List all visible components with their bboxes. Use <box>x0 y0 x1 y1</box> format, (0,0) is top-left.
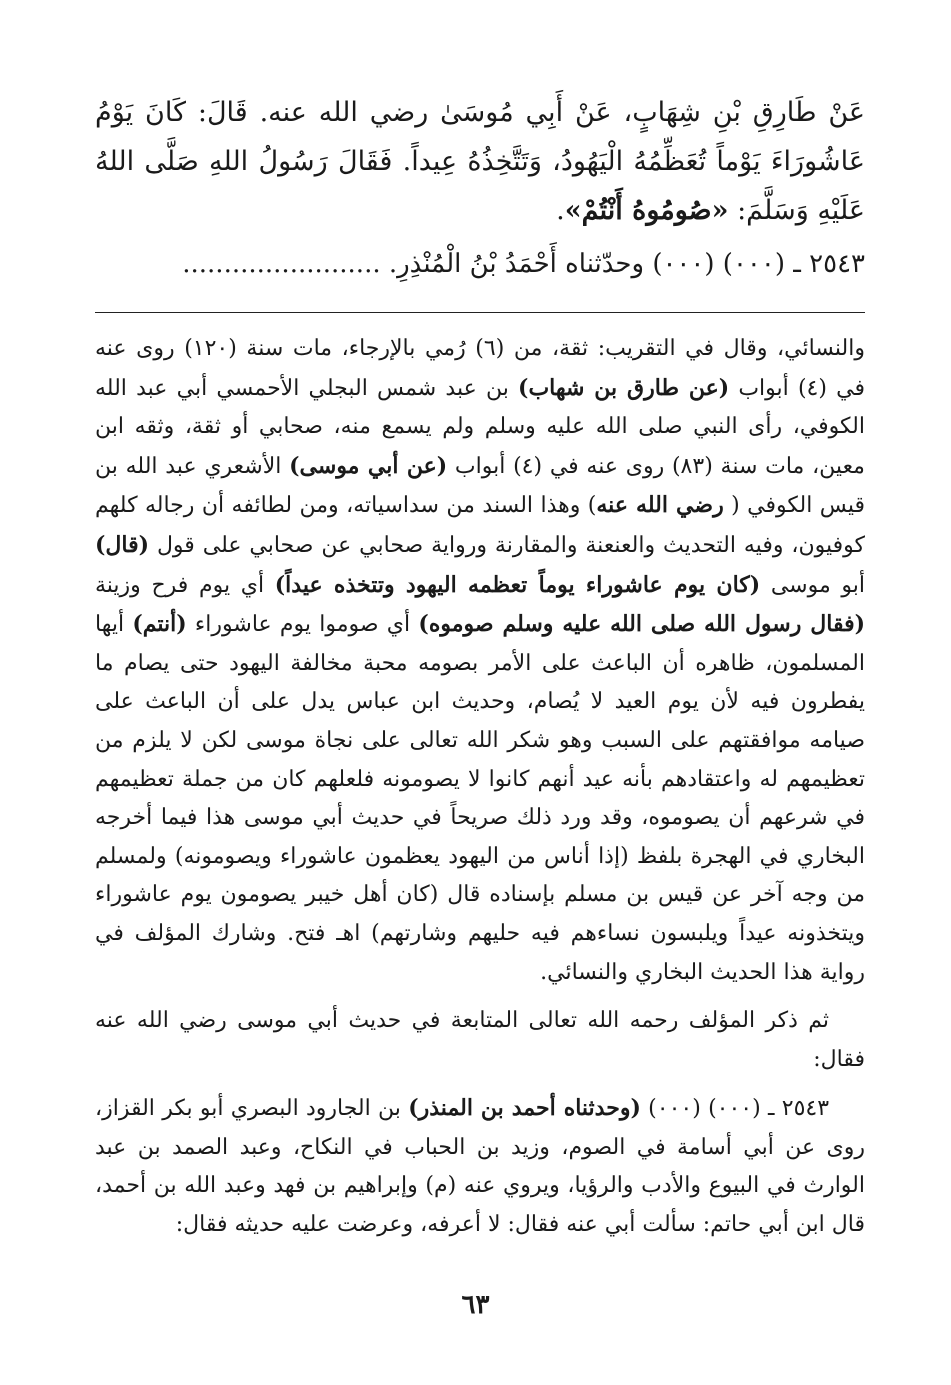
hadith-body: عَنْ طَارِقِ بْنِ شِهَابٍ، عَنْ أَبِي مُوسَىٰ رضي الله عنه. قَالَ: كَانَ يَوْمُ عَاشُورَاءَ يَوْماً تُعَظِّمُهُ الْيَهُودُ، وَتَتَّخِذُهُ عِيداً. فَقَالَ رَسُولُ اللهِ صَلَّى اللهُ عَلَيْهِ وَسَلَّمَ: <box>95 97 865 226</box>
commentary-text: أبو موسى <box>760 572 866 598</box>
commentary-text: الأشعري عبد الله بن قيس الكوفي ( <box>95 453 865 519</box>
hadith-number-header: ٢٥٤٣ ـ (٠٠٠) (٠٠٠) وحدّثناه أَحْمَدُ بْنُ الْمُنْذِرِ. ........................ <box>182 249 865 279</box>
hadith-end: . <box>556 195 565 226</box>
commentary-bold: (قال) <box>95 531 150 558</box>
commentary-text: والنسائي، وقال في التقريب: ثقة، من (٦) رُمي بالإرجاء، مات سنة (١٢٠) روى عنه في (٤) أبواب <box>95 336 866 401</box>
commentary-text: ) وهذا السند من سداسياته، ومن لطائفه أن رجاله كلهم كوفيون، وفيه التحديث والعنعنة والمقارنة ورواية صحابي عن صحابي على قول <box>95 493 865 558</box>
commentary-paragraph <box>95 1089 865 1244</box>
page-number: ٦٣ <box>461 1290 490 1320</box>
commentary-bold: (وحدثناه أحمد بن المنذر) <box>408 1095 641 1122</box>
commentary-bold: (أنتم) <box>132 611 187 638</box>
commentary-section <box>95 330 865 1245</box>
footnote-divider <box>95 312 865 313</box>
commentary-text: أي يوم فرح وزينة <box>95 572 275 598</box>
commentary-text: أي صوموا يوم عاشوراء <box>186 612 419 638</box>
commentary-bold: (فقال رسول الله صلى الله عليه وسلم صوموه) <box>418 611 866 638</box>
commentary-bold: رضي الله عنه <box>596 492 724 519</box>
commentary-text: بن الجارود البصري أبو بكر القزاز، روى عن أبي أسامة في الصوم، وزيد بن الحباب في النكاح، وعبد الصمد بن عبد الوارث في البيوع والأدب والرؤيا، ويروي عنه (م) وإبراهيم بن فهد وعبد الله بن أحمد، قال ابن أبي حاتم: سألت أبي عنه فقال: لا أعرفه، وعرضت عليه حديثه فقال: <box>95 1096 865 1238</box>
commentary-text: ٢٥٤٣ ـ (٠٠٠) (٠٠٠) <box>640 1096 830 1122</box>
prophet-saying: «صُومُوهُ أَنْتُمْ» <box>564 195 729 226</box>
commentary-text: بن عبد شمس البجلي الأحمسي أبي عبد الله الكوفي، رأى النبي صلى الله عليه وسلم ولم يسمع منه، صحابي أو ثقة، وثقه ابن معين، مات سنة (٨٣) روى عنه في (٤) أبواب <box>95 375 866 479</box>
commentary-text: أيها المسلمون، ظاهره أن الباعث على الأمر بصومه محبة مخالفة اليهود حتى يصام ما يفطرون فيه لأن يوم العيد لا يُصام، وحديث ابن عباس يدل على أن الباعث على صيامه موافقتهم على السبب وهو شكر الله تعالى على نجاة موسى لكن لا يلزم من تعظيمهم له واعتقادهم بأنه عيد أنهم كانوا لا يصومونه فلعلهم كان من جملة تعظيمهم في شرعهم أن يصوموه، وقد ورد ذلك صريحاً في حديث أبي موسى هذا فيما أخرجه البخاري في الهجرة بلفظ (إذا أناس من اليهود يعظمون عاشوراء ويصومونه) ولمسلم من وجه آخر عن قيس بن مسلم بإسناده قال (كان أهل خيبر يصومون يوم عاشوراء ويتخذونه عيداً ويلبسون نساءهم فيه حليهم وشارتهم) اهـ فتح. وشارك المؤلف في رواية هذا الحديث البخاري والنسائي. <box>95 612 865 985</box>
commentary-bold: (عن طارق بن شهاب) <box>518 374 730 401</box>
commentary-bold: (عن أبي موسى) <box>289 452 448 479</box>
hadith-text <box>95 88 865 235</box>
hadith-paragraph <box>95 88 865 235</box>
commentary-bold: (كان يوم عاشوراء يوماً تعظمه اليهود وتتخذه عيداً) <box>274 571 761 598</box>
commentary-paragraph <box>95 330 865 992</box>
commentary-paragraph: ثم ذكر المؤلف رحمه الله تعالى المتابعة في حديث أبي موسى رضي الله عنه فقال: <box>95 1008 865 1072</box>
